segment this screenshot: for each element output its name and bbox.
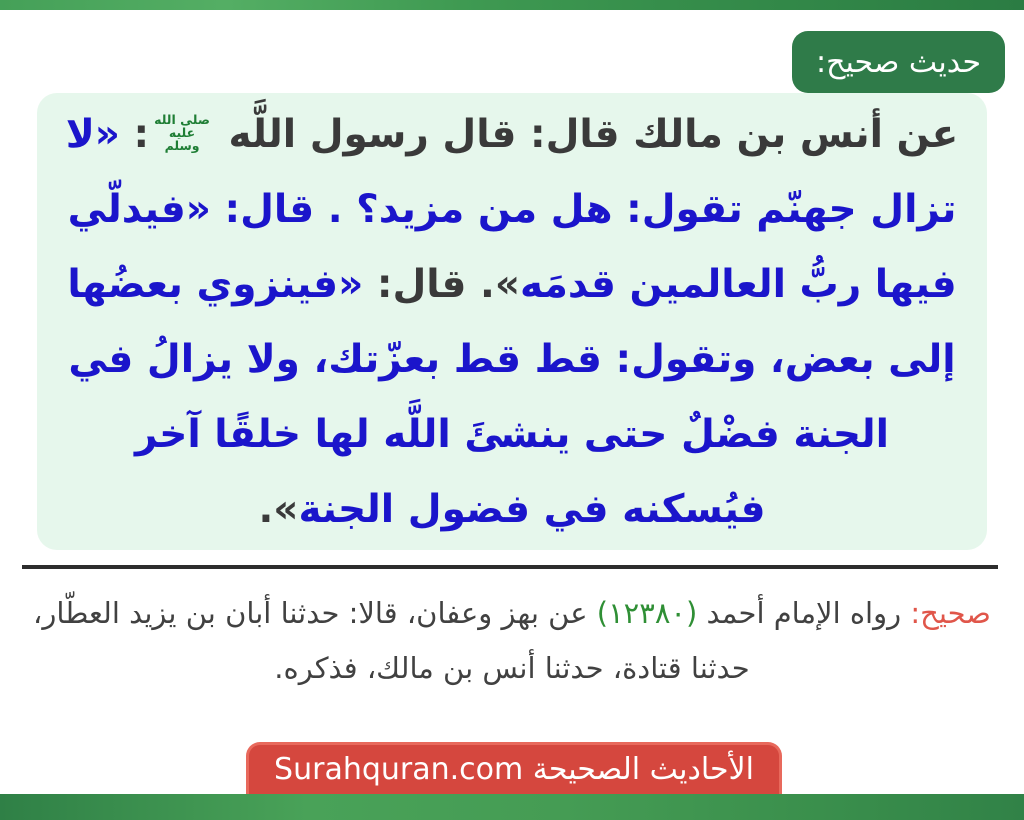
hadith-quote-part-2: «فينزوي بعضُها إلى بعض، وتقول: قط قط بعزّتك، ولا يزالُ في الجنة فضْلٌ حتى ينشئَ اللَّه لها خلقًا آخر فيُسكنه في فضول الجنة <box>67 261 956 532</box>
grade-label: صحيح: <box>910 596 991 630</box>
hadith-status-badge <box>792 31 1005 93</box>
bottom-accent-bar <box>0 794 1024 820</box>
narrator-chain-part-1: رواه الإمام أحمد <box>697 596 911 630</box>
hadith-reference-number: (١٢٣٨٠) <box>596 596 698 630</box>
closing-quote-mark: ». <box>258 486 299 532</box>
hadith-text <box>59 97 965 547</box>
pbuh-line-2: عليه <box>168 124 196 140</box>
attribution-text <box>20 586 1004 696</box>
hadith-quote-part-1: «لا تزال جهنّم تقول: هل من مزيد؟ . قال: «فيدلّي فيها ربُّ العالمين قدمَه <box>65 111 957 307</box>
narration-said: ». قال: <box>363 261 521 307</box>
divider-line <box>22 565 998 569</box>
hadith-status-badge-label: حديث صحيح: <box>816 44 981 80</box>
narrator-chain-part-2: عن بهز وعفان، قالا: حدثنا أبان بن يزيد العطّار، حدثنا قتادة، حدثنا أنس بن مالك، فذكره. <box>33 596 750 685</box>
pbuh-line-3: وسلم <box>164 137 200 153</box>
narration-intro-text: عن أنس بن مالك قال: قال رسول اللَّه <box>214 111 959 157</box>
narration-colon: : <box>119 111 150 157</box>
pbuh-line-1: صلى الله <box>154 111 210 127</box>
top-accent-bar <box>0 0 1024 10</box>
hadith-text-card <box>37 93 987 550</box>
site-link-button[interactable]: الأحاديث الصحيحة Surahquran.com <box>246 742 782 794</box>
pbuh-honorific-icon <box>154 113 210 152</box>
